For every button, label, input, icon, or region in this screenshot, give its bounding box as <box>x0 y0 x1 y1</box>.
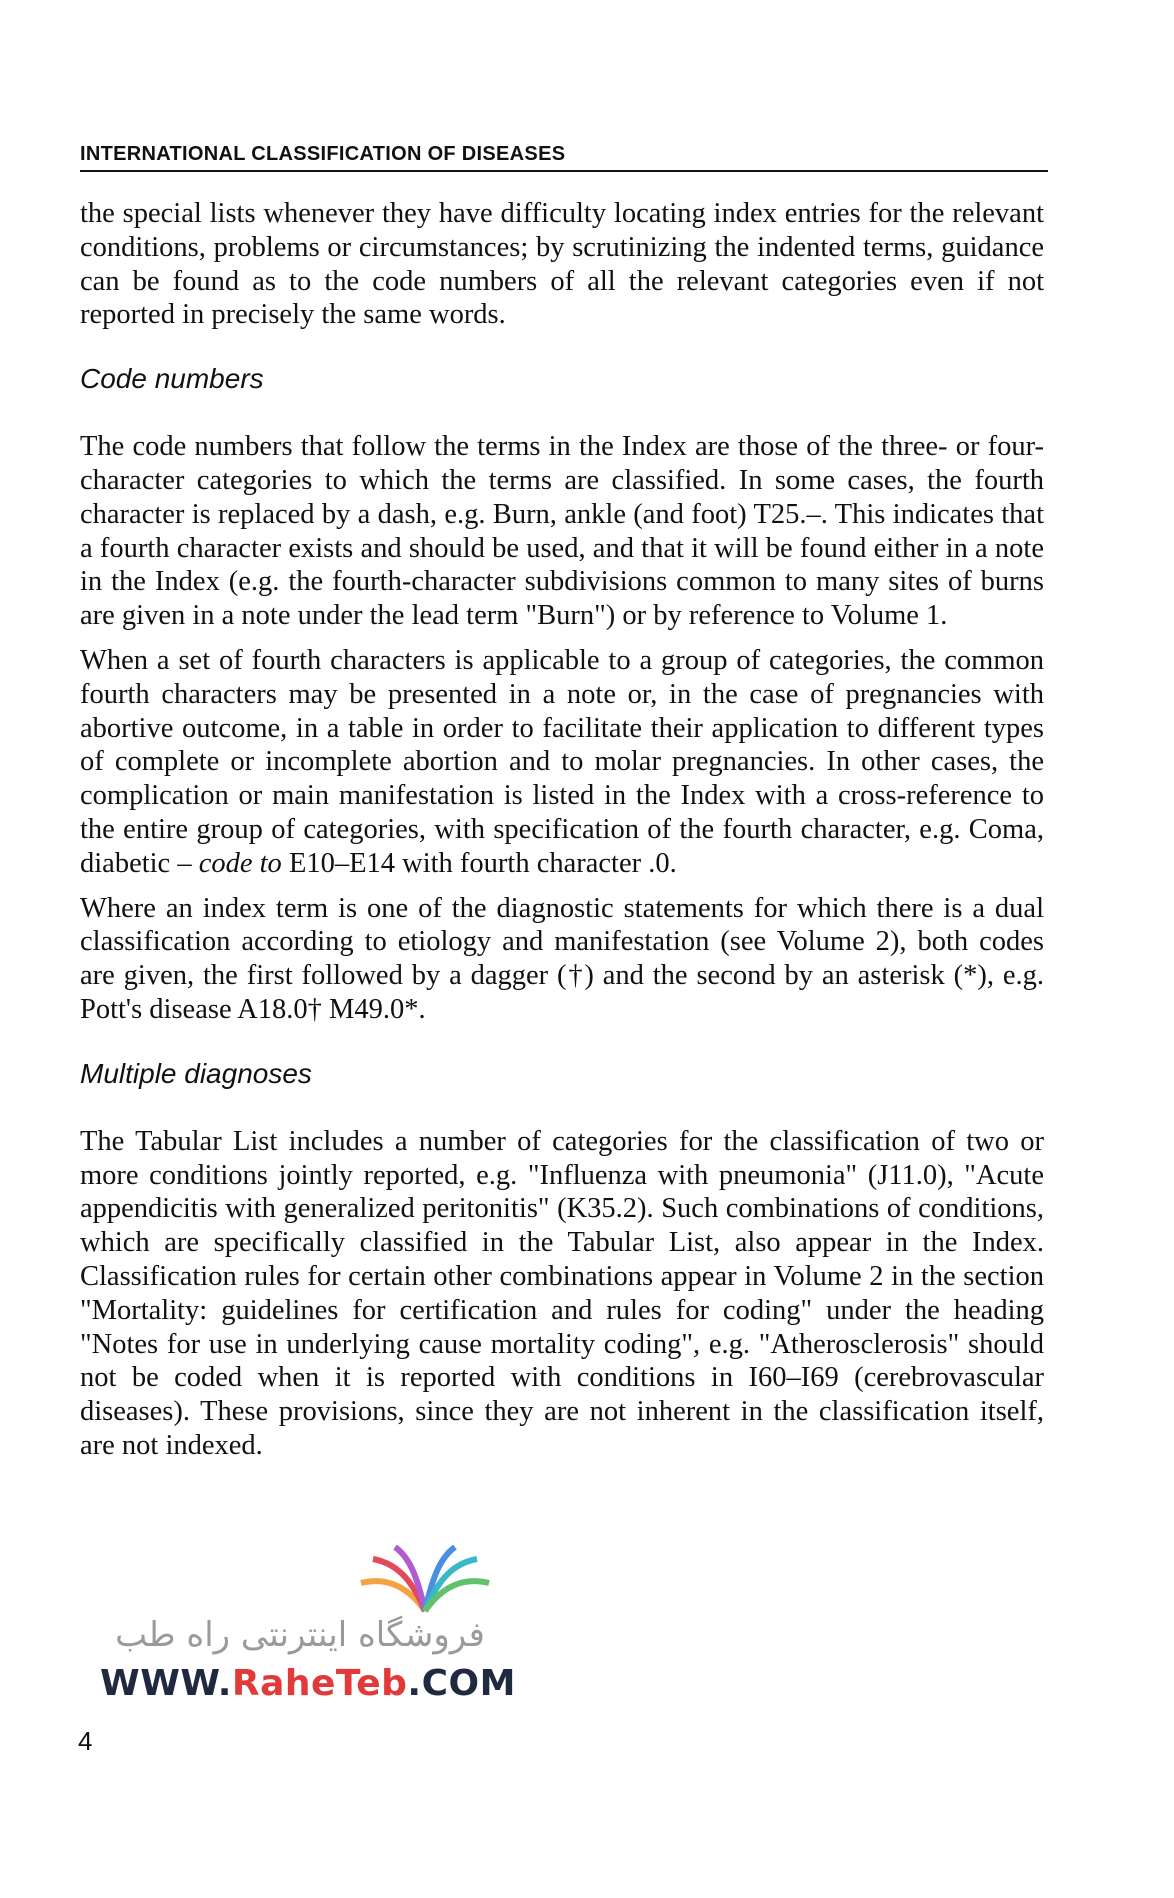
paragraph-2-end: E10–E14 with fourth character .0. <box>288 847 677 879</box>
watermark-logo <box>100 1545 516 1715</box>
multiple-diagnoses-paragraph: The Tabular List includes a number of categories for the classification of two or more conditions jointly reported, e.g. "Influenza with pneumonia" (J11.0), "Acute appendicitis with generalized peritonitis" (K35.2). Such combinations of conditions, which are specifically classified in the Tabular List, also appear in the Index. Classification rules for certain other combinations appear in Volume 2 in the section "Mortality: guidelines for certification and rules for coding" under the heading "Notes for use in underlying cause mortality coding", e.g. "Atherosclerosis" should not be coded when it is reported with conditions in I60–I69 (cerebrovascular diseases). These provisions, since they are not inherent in the classification itself, are not indexed. <box>80 1125 1044 1461</box>
intro-paragraph: the special lists whenever they have difficulty locating index entries for the relevant conditions, problems or circumstances; by scrutinizing the indented terms, guidance can be found as to the code numbers of all the relevant categories even if not reported in precisely the same words. <box>80 198 1044 331</box>
page-number: 4 <box>78 1726 93 1756</box>
section-heading-code-numbers: Code numbers <box>80 363 264 395</box>
url-suffix: .COM <box>407 1663 516 1704</box>
url-brand: RaheTeb <box>231 1663 408 1704</box>
book-fan-icon <box>355 1545 495 1613</box>
code-numbers-paragraph-2 <box>80 644 1044 881</box>
section-heading-multiple-diagnoses: Multiple diagnoses <box>80 1057 312 1089</box>
watermark-url <box>100 1663 516 1704</box>
url-prefix: WWW. <box>100 1663 232 1704</box>
paragraph-2-main: When a set of fourth characters is applicable to a group of categories, the common fourth characters may be presented in a note or, in the case of pregnancies with abortive outcome, in a table in order to facilitate their application to different types of complete or incomplete abortion and to molar pregnancies. In other cases, the complication or main manifestation is listed in the Index with a cross-reference to the entire group of categories, with specification of the fourth character, e.g. Coma, diabetic – <box>80 644 1044 879</box>
watermark-persian-text: فروشگاه اینترنتی راه طب <box>115 1615 485 1655</box>
code-numbers-paragraph-3: Where an index term is one of the diagnostic statements for which there is a dual classification according to etiology and manifestation (see Volume 2), both codes are given, the first followed by a dagger (†) and the second by an asterisk (*), e.g. Pott's disease A18.0† M49.0*. <box>80 892 1044 1025</box>
body-text <box>80 197 1044 1474</box>
paragraph-2-italic: code to <box>198 847 282 879</box>
running-head: INTERNATIONAL CLASSIFICATION OF DISEASES <box>80 143 1048 172</box>
code-numbers-paragraph-1: The code numbers that follow the terms in the Index are those of the three- or four-character categories to which the terms are classified. In some cases, the fourth character is replaced by a dash, e.g. Burn, ankle (and foot) T25.–. This indicates that a fourth character exists and should be used, and that it will be found either in a note in the Index (e.g. the fourth-character subdivisions common to many sites of burns are given in a note under the lead term "Burn") or by reference to Volume 1. <box>80 431 1044 632</box>
